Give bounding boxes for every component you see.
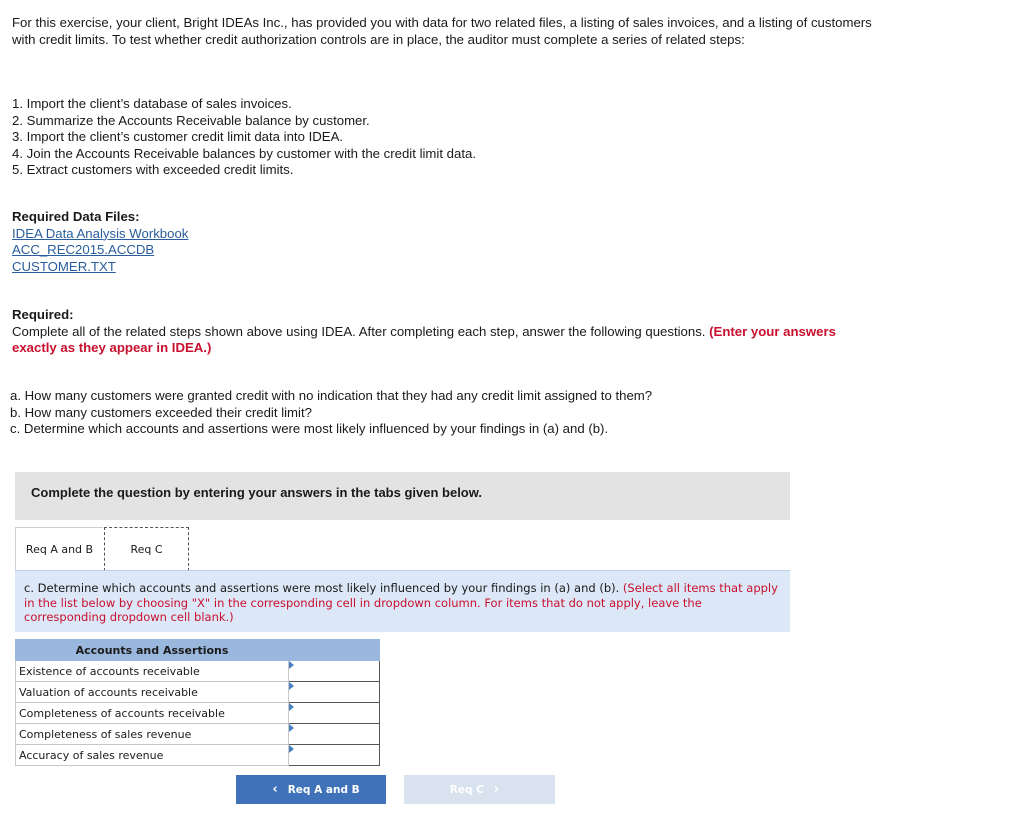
dropdown-marker-icon: [289, 682, 294, 690]
step-item: 5. Extract customers with exceeded credit limits.: [12, 162, 294, 177]
data-files-heading: Required Data Files:: [12, 209, 140, 224]
data-files-section: [12, 209, 188, 275]
accounts-assertions-table: [15, 639, 380, 766]
assertion-dropdown[interactable]: [289, 745, 380, 766]
dropdown-marker-icon: [289, 745, 294, 753]
dropdown-marker-icon: [289, 703, 294, 711]
required-emphasis: (Enter your answers exactly as they appear in IDEA.): [12, 323, 836, 355]
intro-paragraph: For this exercise, your client, Bright IDEAs Inc., has provided you with data for two related files, a listing of sales invoices, and a listing of customers with credit limits. To test whether credit authorization controls are in place, the auditor must complete a series of related steps:: [12, 15, 872, 47]
instruction-banner: [15, 472, 790, 520]
dropdown-marker-icon: [289, 724, 294, 732]
customer-file-link[interactable]: CUSTOMER.TXT: [12, 258, 116, 274]
table-row: [16, 682, 380, 703]
prev-button[interactable]: [236, 775, 386, 804]
acc-rec-file-link[interactable]: ACC_REC2015.ACCDB: [12, 242, 155, 257]
table-row: [16, 703, 380, 724]
table-row: [16, 745, 380, 766]
table-header: Accounts and Assertions: [16, 640, 289, 661]
step-item: 4. Join the Accounts Receivable balances by customer with the credit limit data.: [12, 145, 476, 161]
questions-list: [10, 388, 652, 438]
panel-instruction: (Select all items that apply in the list below by choosing "X" in the corresponding cell in dropdown column. For items that do not apply, leave the corresponding dropdown cell blank.): [24, 581, 778, 625]
required-heading: Required:: [12, 307, 74, 322]
required-section: [12, 307, 862, 357]
assertion-label: Completeness of sales revenue: [16, 724, 289, 745]
assertion-label: Valuation of accounts receivable: [16, 682, 289, 703]
question-panel: [15, 570, 790, 632]
assertion-dropdown[interactable]: [289, 682, 380, 703]
assertion-dropdown[interactable]: [289, 703, 380, 724]
next-button[interactable]: [404, 775, 555, 804]
next-button-label: Req C: [449, 783, 484, 796]
assertion-dropdown[interactable]: [289, 661, 380, 682]
tab-req-a-and-b[interactable]: Req A and B: [15, 527, 103, 571]
question-item: b. How many customers exceeded their credit limit?: [10, 404, 312, 420]
question-item: c. Determine which accounts and assertions were most likely influenced by your findings in (a) and (b).: [10, 421, 609, 436]
step-item: 1. Import the client’s database of sales invoices.: [12, 96, 292, 111]
workbook-link[interactable]: IDEA Data Analysis Workbook: [12, 225, 189, 241]
dropdown-column-header: [289, 640, 380, 661]
table-row: [16, 724, 380, 745]
panel-question: c. Determine which accounts and assertions were most likely influenced by your findings in (a) and (b).: [24, 581, 620, 595]
question-item: a. How many customers were granted credit with no indication that they had any credit limit assigned to them?: [10, 388, 653, 403]
dropdown-marker-icon: [289, 661, 294, 669]
steps-list: [12, 96, 476, 179]
chevron-right-icon: ›: [493, 782, 500, 797]
step-item: 2. Summarize the Accounts Receivable balance by customer.: [12, 112, 370, 128]
tab-req-c[interactable]: Req C: [104, 527, 189, 571]
assertion-label: Accuracy of sales revenue: [16, 745, 289, 766]
step-item: 3. Import the client’s customer credit limit data into IDEA.: [12, 129, 344, 144]
prev-button-label: Req A and B: [287, 783, 360, 796]
banner-text: Complete the question by entering your answers in the tabs given below.: [31, 485, 482, 500]
required-text: Complete all of the related steps shown above using IDEA. After completing each step, answer the following questions.: [12, 323, 706, 339]
assertion-label: Existence of accounts receivable: [16, 661, 289, 682]
chevron-left-icon: ‹: [272, 782, 278, 797]
assertion-label: Completeness of accounts receivable: [16, 703, 289, 724]
table-row: [16, 661, 380, 682]
assertion-dropdown[interactable]: [289, 724, 380, 745]
